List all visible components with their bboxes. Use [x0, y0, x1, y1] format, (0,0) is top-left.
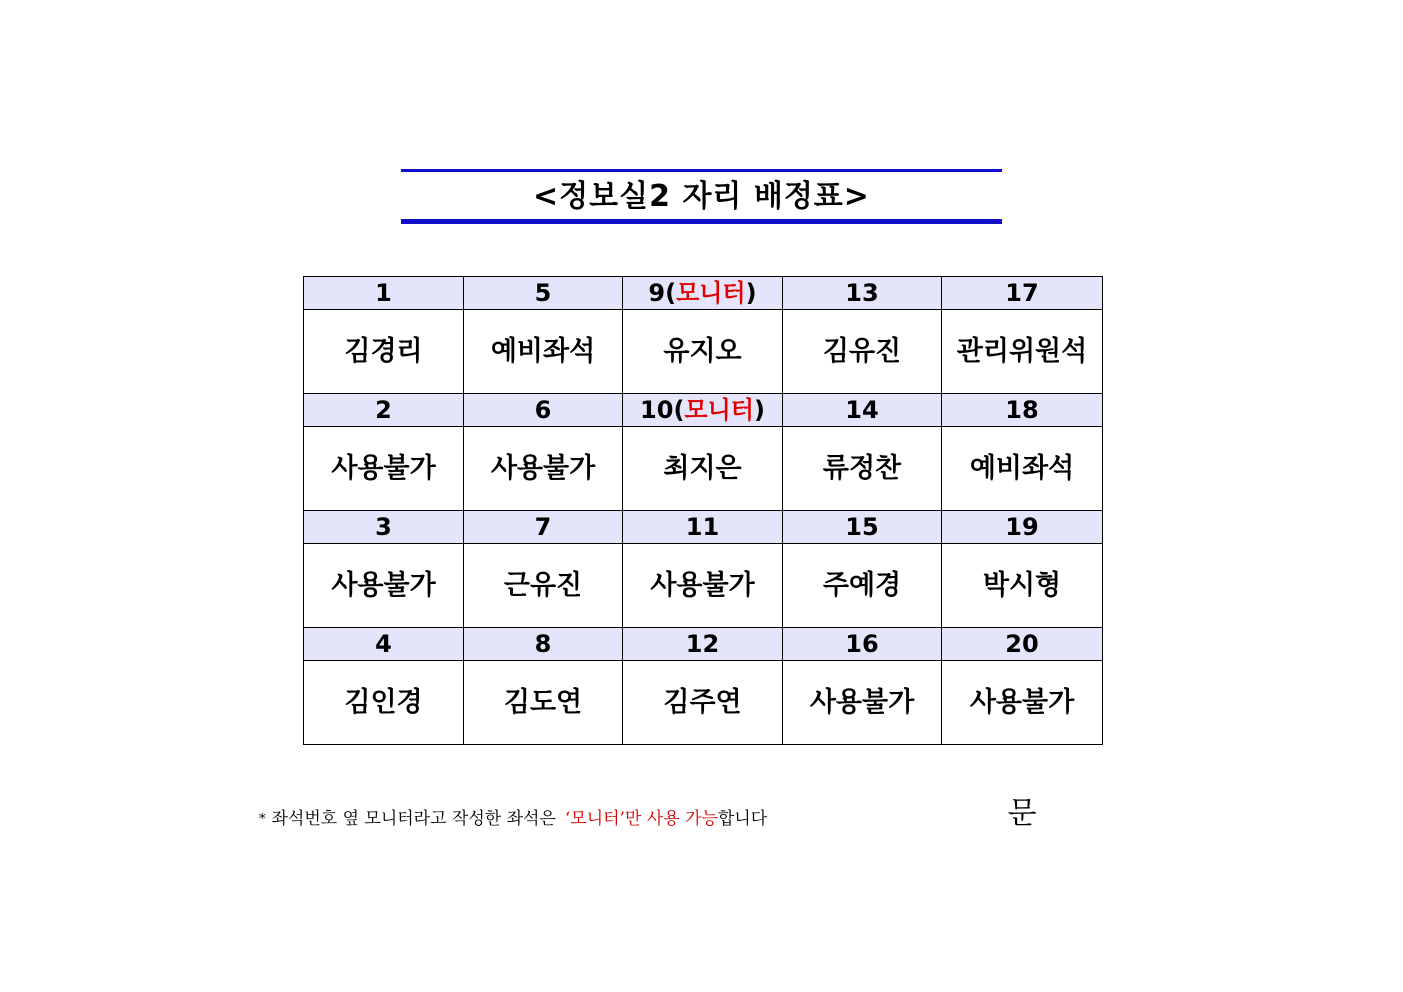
seat-occupant: 박시형 [942, 544, 1103, 628]
seat-name-row [304, 661, 1103, 745]
title-block [401, 169, 1002, 225]
title-bottom-rule [401, 219, 1002, 224]
footnote [259, 806, 767, 832]
seat-number: 14 [783, 394, 942, 427]
asterisk-icon: * [259, 812, 266, 827]
seat-number-paren: ) [745, 279, 757, 307]
seat-number-row [304, 511, 1103, 544]
seat-occupant: 류정찬 [783, 427, 942, 511]
seat-number: 20 [942, 628, 1103, 661]
seat-occupant: 김인경 [304, 661, 464, 745]
seat-occupant: 김경리 [304, 310, 464, 394]
seat-occupant: 김유진 [783, 310, 942, 394]
seat-occupant: 근유진 [464, 544, 623, 628]
footnote-highlight: ‘모니터’만 사용 가능 [564, 809, 718, 829]
seat-number [623, 394, 783, 427]
seat-number: 19 [942, 511, 1103, 544]
seat-number-paren: ) [753, 396, 765, 424]
seat-number: 2 [304, 394, 464, 427]
seat-occupant: 주예경 [783, 544, 942, 628]
footnote-text: 좌석번호 옆 모니터라고 작성한 좌석은 [271, 809, 556, 829]
seat-occupant: 사용불가 [783, 661, 942, 745]
seat-number-row [304, 277, 1103, 310]
seat-number-value: 9( [648, 279, 677, 307]
monitor-label: 모니터 [676, 279, 746, 307]
seat-number: 13 [783, 277, 942, 310]
seat-occupant: 유지오 [623, 310, 783, 394]
seat-name-row [304, 310, 1103, 394]
footnote-suffix: 합니다 [717, 809, 768, 829]
corner-character: 문 [1007, 796, 1037, 831]
seat-occupant: 관리위원석 [942, 310, 1103, 394]
seat-occupant: 김주연 [623, 661, 783, 745]
seat-number-row [304, 628, 1103, 661]
seat-occupant: 김도연 [464, 661, 623, 745]
seat-occupant: 예비좌석 [464, 310, 623, 394]
seat-number: 18 [942, 394, 1103, 427]
seat-number: 6 [464, 394, 623, 427]
seat-number: 3 [304, 511, 464, 544]
seat-number: 4 [304, 628, 464, 661]
page-title: <정보실2 자리 배정표> [533, 179, 870, 214]
seat-number-value: 10( [640, 396, 685, 424]
seat-occupant: 최지은 [623, 427, 783, 511]
seat-number: 15 [783, 511, 942, 544]
seat-number: 16 [783, 628, 942, 661]
seat-occupant: 사용불가 [942, 661, 1103, 745]
seat-number: 8 [464, 628, 623, 661]
seat-number: 11 [623, 511, 783, 544]
seat-occupant: 사용불가 [623, 544, 783, 628]
seat-number: 17 [942, 277, 1103, 310]
seat-number [623, 277, 783, 310]
seat-occupant: 사용불가 [304, 427, 464, 511]
seat-number-row [304, 394, 1103, 427]
seat-assignment-table [303, 276, 1103, 745]
seat-name-row [304, 544, 1103, 628]
seat-occupant: 사용불가 [464, 427, 623, 511]
seat-name-row [304, 427, 1103, 511]
seat-number: 5 [464, 277, 623, 310]
seat-occupant: 예비좌석 [942, 427, 1103, 511]
seat-number: 12 [623, 628, 783, 661]
seat-number: 1 [304, 277, 464, 310]
seat-number: 7 [464, 511, 623, 544]
monitor-label: 모니터 [684, 396, 754, 424]
title-top-rule [401, 169, 1002, 172]
seat-occupant: 사용불가 [304, 544, 464, 628]
